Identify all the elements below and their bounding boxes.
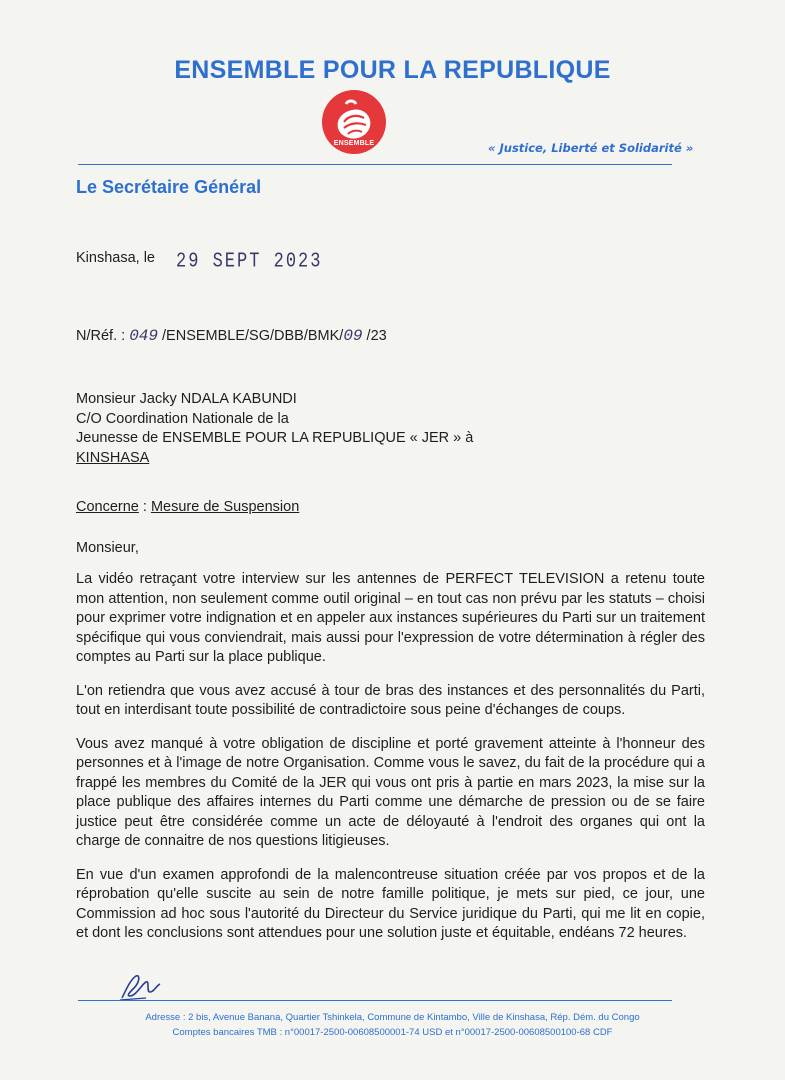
subject-label: Concerne [76, 499, 139, 515]
signature-icon [116, 970, 164, 1004]
party-name: ENSEMBLE POUR LA REPUBLIQUE [174, 56, 611, 84]
footer-bank-accounts: Comptes bancaires TMB : n°00017-2500-00608500001-74 USD et n°00017-2500-00608500100-68 CDF [172, 1027, 613, 1038]
party-logo-icon [322, 90, 386, 154]
party-motto: « Justice, Liberté et Solidarité » [488, 141, 694, 155]
footer-divider [78, 1000, 672, 1001]
subject-value: Mesure de Suspension [150, 499, 300, 515]
recipient-city: KINSHASA [76, 449, 150, 466]
reference-prefix: N/Réf. : [76, 328, 130, 344]
reference-month: 09 [343, 327, 363, 345]
header-divider [78, 164, 672, 165]
recipient-name: Monsieur Jacky NDALA KABUNDI [76, 391, 297, 407]
salutation: Monsieur, [76, 540, 139, 556]
reference-line [76, 327, 387, 345]
body-paragraph: Vous avez manqué à votre obligation de discipline et porté gravement atteinte à l'honneur des personnes et à l'image de notre Organisation. Comme vous le savez, du fait de la procédure qui a frappé les membres du Comité de la JER qui vous ont pris à partie en mars 2023, la mise sur la place publique des affaires internes du Parti comme une démarche de pression ou de se faire justice peut être considérée comme un acte de déloyauté à l'endroit des organes qui ont la charge de connaitre de nos questions litigieuses. [76, 735, 705, 849]
secretary-general-title: Le Secrétaire Général [76, 177, 262, 197]
body-paragraph: En vue d'un examen approfondi de la malencontreuse situation créée par vos propos et de la réprobation qu'elle suscite au sein de notre famille politique, je mets sur pied, ce jour, une Commission ad hoc sous l'autorité du Directeur du Service juridique du Parti, qui me lit en copie, et dont les conclusions sont attendues pour une solution juste et équitable, endéans 72 heures. [76, 866, 705, 941]
reference-suffix: /23 [362, 328, 387, 344]
date-stamp: 29 SEPT 2023 [176, 250, 323, 274]
recipient-line-2: C/O Coordination Nationale de la [76, 410, 289, 427]
reference-number: 049 [129, 327, 158, 345]
logo-text: ENSEMBLE [333, 140, 375, 147]
body-paragraph: La vidéo retraçant votre interview sur les antennes de PERFECT TELEVISION a retenu toute mon attention, non seulement comme outil original – en tout cas non prévu par les statuts – choisi pour exprimer votre indignation et en appeler aux instances supérieures du Parti sur un traitement spécifique qui vous conviendrait, mais aussi pour l'expression de votre détermination à régler des comptes au Parti sur la place publique. [76, 571, 705, 665]
subject-line [76, 499, 299, 515]
place-label: Kinshasa, le [76, 250, 155, 266]
footer-address: Adresse : 2 bis, Avenue Banana, Quartier Tshinkela, Commune de Kintambo, Ville de Kinshasa, Rép. Dém. du Congo [145, 1012, 640, 1023]
body-paragraph: L'on retiendra que vous avez accusé à tour de bras des instances et des personnalités du Parti, tout en interdisant toute possibilité de contradictoire sous peine d'échanges de coups. [76, 682, 705, 718]
subject-separator: : [138, 499, 151, 515]
recipient-line-3: Jeunesse de ENSEMBLE POUR LA REPUBLIQUE « JER » à [76, 430, 474, 446]
letter-body [76, 570, 705, 958]
reference-middle: /ENSEMBLE/SG/DBB/BMK/ [158, 328, 344, 344]
recipient-block [76, 390, 473, 468]
